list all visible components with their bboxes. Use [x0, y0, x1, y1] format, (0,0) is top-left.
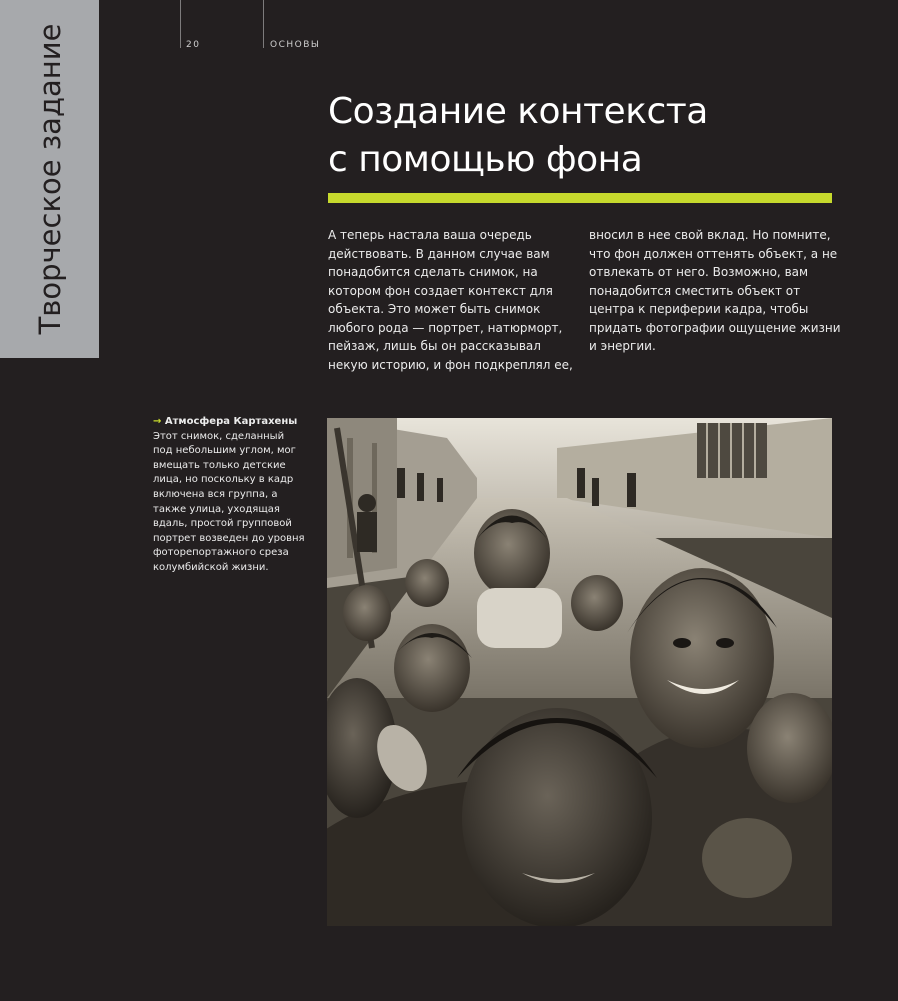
page-number: 20: [186, 40, 201, 50]
section-name: ОСНОВЫ: [270, 40, 321, 50]
body-line: объекта. Это может быть снимок: [328, 302, 541, 316]
body-line: понадобится сделать снимок, на: [328, 265, 538, 279]
caption-title: [153, 415, 313, 430]
body-line: понадобится сместить объект от: [589, 283, 801, 298]
page-title: [328, 88, 848, 184]
body-line: вносил в нее свой вклад. Но помните,: [589, 228, 831, 242]
title-line: с помощью фона: [328, 139, 643, 180]
body-line: придать фотографии ощущение жизни: [589, 320, 841, 335]
body-line: центра к периферии кадра, чтобы: [589, 302, 809, 316]
photo-caption: [153, 415, 313, 576]
header-divider-right: [263, 0, 264, 48]
street-children-photo: [327, 418, 832, 926]
body-column-2: [589, 226, 841, 356]
body-line: пейзаж, лишь бы он рассказывал: [328, 339, 541, 353]
body-line: некую историю, и фон подкреплял ее,: [328, 357, 573, 372]
caption-line: лица, но поскольку в кадр: [153, 474, 294, 486]
caption-line: вмещать только детские: [153, 459, 286, 471]
caption-line: колумбийской жизни.: [153, 561, 269, 573]
caption-line: включена вся группа, а: [153, 488, 278, 500]
side-tab: [0, 0, 99, 358]
body-line: и энергии.: [589, 339, 656, 353]
caption-line: под небольшим углом, мог: [153, 445, 296, 457]
body-line: котором фон создает контекст для: [328, 283, 553, 298]
accent-rule: [328, 193, 832, 203]
body-line: отвлекать от него. Возможно, вам: [589, 265, 809, 279]
caption-line: Этот снимок, сделанный: [153, 430, 285, 442]
caption-line: вдаль, простой групповой: [153, 518, 292, 530]
caption-title-text: Атмосфера Картахены: [164, 416, 298, 427]
header-divider-left: [180, 0, 181, 48]
arrow-icon: →: [153, 416, 162, 427]
caption-line: портрет возведен до уровня: [153, 532, 305, 544]
caption-line: фоторепортажного среза: [153, 547, 289, 559]
body-column-1: [328, 226, 573, 374]
body-line: действовать. В данном случае вам: [328, 246, 550, 261]
body-line: любого рода — портрет, натюрморт,: [328, 320, 563, 335]
body-line: что фон должен оттенять объект, а не: [589, 246, 838, 261]
title-line: Создание контекста: [328, 91, 708, 132]
caption-line: также улица, уходящая: [153, 503, 280, 515]
body-line: А теперь настала ваша очередь: [328, 228, 532, 242]
side-tab-label: Творческое задание: [32, 23, 67, 335]
